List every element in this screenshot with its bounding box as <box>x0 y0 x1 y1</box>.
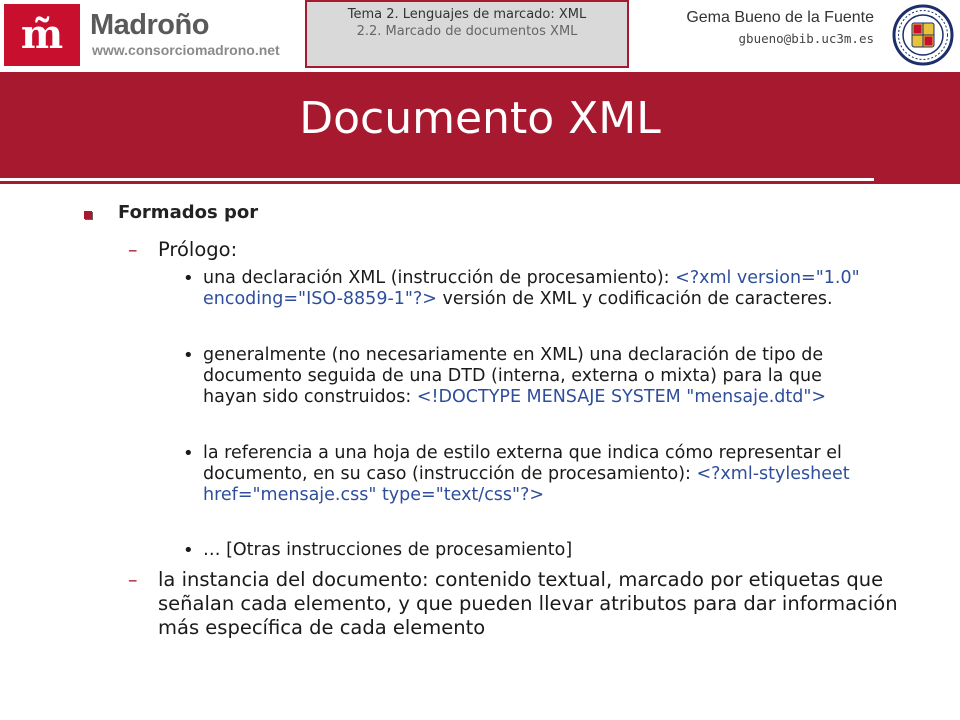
slide-title: Documento XML <box>299 93 661 144</box>
item-code: <!DOCTYPE MENSAJE SYSTEM "mensaje.dtd"> <box>416 387 827 407</box>
level1-heading: Formados por <box>118 202 259 223</box>
university-seal-icon <box>892 4 954 66</box>
author-block <box>686 8 874 48</box>
title-band <box>0 72 960 184</box>
madrono-logo <box>4 4 289 70</box>
item-text: una declaración XML (instrucción de procesamiento): <box>203 268 676 288</box>
list-item <box>203 540 871 561</box>
topic-title: Tema 2. Lenguajes de marcado: XML <box>347 7 587 22</box>
item-tail: versión de XML y codificación de caracteres. <box>436 289 833 309</box>
author-email: gbueno@bib.uc3m.es <box>738 31 874 46</box>
madrono-logo-glyph-icon: m̃ <box>20 11 64 58</box>
list-item <box>203 345 871 408</box>
dot-bullet-icon: • <box>183 443 194 464</box>
dash-bullet-icon: – <box>128 569 138 591</box>
topic-subtitle: 2.2. Marcado de documentos XML <box>356 24 578 39</box>
madrono-logo-mark <box>4 4 80 66</box>
instance-paragraph: la instancia del documento: contenido textual, marcado por etiquetas que señalan cada elemento, y que pueden llevar atributos para dar información más específica de cada elemento <box>158 568 898 639</box>
item-code: <?xml-stylesheet href="mensaje.css" type="text/css"?> <box>203 464 850 505</box>
logo-url: www.consorciomadrono.net <box>92 42 280 58</box>
item-code: <?xml version="1.0" encoding="ISO-8859-1"?> <box>203 268 860 309</box>
item-text: generalmente (no necesariamente en XML) una declaración de tipo de documento seguida de una DTD (interna, externa o mixta) para la que hayan sido construidos: <box>203 345 824 407</box>
logo-name: Madroño <box>90 9 209 41</box>
list-item <box>203 268 871 310</box>
dot-bullet-icon: • <box>183 540 194 561</box>
dash-bullet-icon: – <box>128 239 138 261</box>
square-bullet-icon <box>84 211 92 219</box>
author-name: Gema Bueno de la Fuente <box>686 9 874 26</box>
topic-box <box>305 0 629 68</box>
list-item <box>203 443 871 506</box>
prolog-label: Prólogo: <box>158 238 238 261</box>
item-text: la referencia a una hoja de estilo externa que indica cómo representar el documento, en su caso (instrucción de procesamiento): <box>203 443 842 484</box>
item-text: … [Otras instrucciones de procesamiento] <box>203 540 573 560</box>
title-divider <box>0 178 874 181</box>
dot-bullet-icon: • <box>183 345 194 366</box>
dot-bullet-icon: • <box>183 268 194 289</box>
